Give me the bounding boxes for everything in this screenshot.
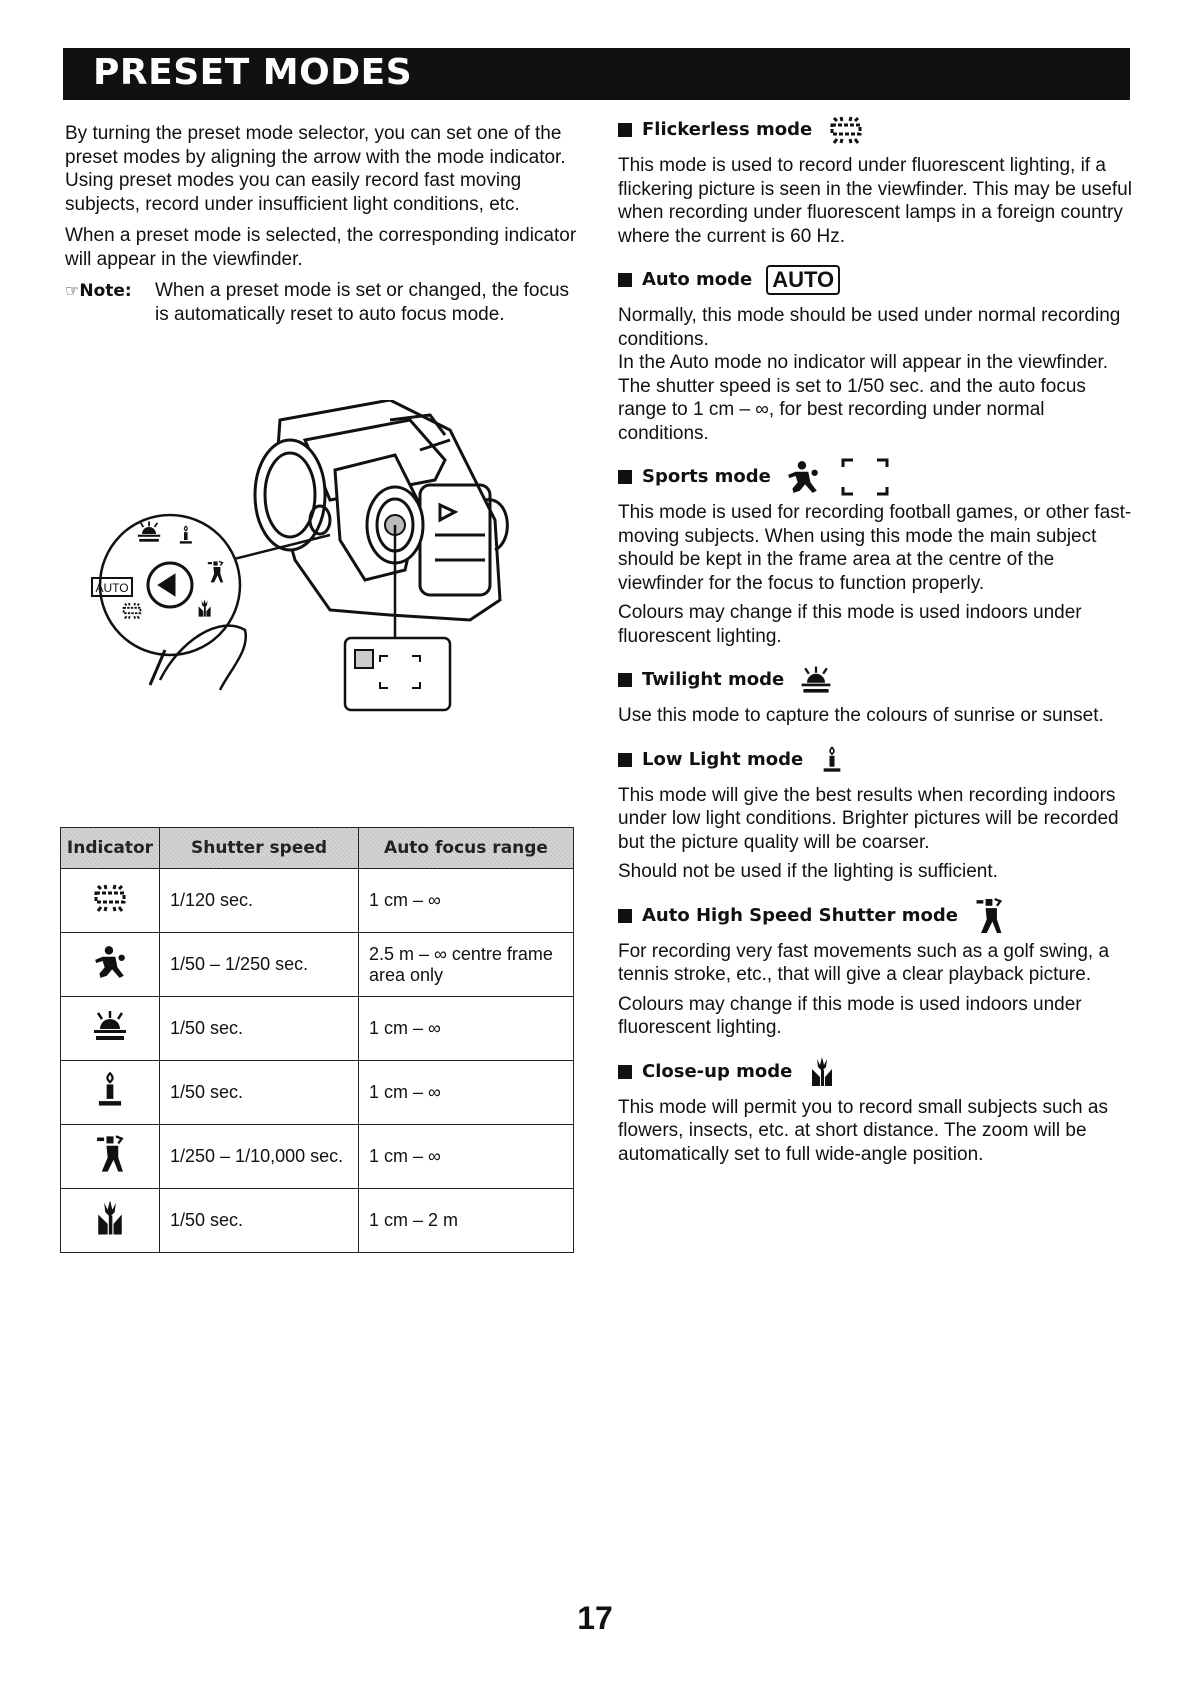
shutter-speed-cell: 1/50 sec. [160,997,359,1061]
note-text: When a preset mode is set or changed, the focus is automatically reset to auto focus mode. [155,280,570,325]
table-header-row [61,828,574,869]
shutter-speed-cell: 1/50 sec. [160,1061,359,1125]
preset-modes-table [60,827,574,1253]
bullet-icon [618,273,632,287]
section-heading: Close-up mode [618,1052,1133,1092]
section-text: Should not be used if the lighting is sufficient. [618,861,998,882]
bullet-icon [618,1065,632,1079]
section-text: This mode is used to record under fluorescent lighting, if a flickering picture is seen in the viewfinder. This may be useful when recording under fluorescent lamps in a foreign country where the current is 60 Hz. [618,155,1132,247]
focus-range-cell: 1 cm – 2 m [359,1189,574,1253]
title-banner [63,48,1130,100]
section-sports [618,457,1133,648]
section-twilight [618,660,1133,728]
intro-paragraph: When a preset mode is selected, the corresponding indicator will appear in the viewfinder. [65,225,577,270]
section-heading: Low Light mode [618,740,1133,780]
section-high-speed-shutter [618,896,1133,1040]
auto-badge-icon: AUTO [766,265,840,295]
section-text: For recording very fast movements such as a golf swing, a tennis stroke, etc., that will give a clear playback picture. [618,940,1110,985]
section-text: This mode will permit you to record small subjects such as flowers, insects, etc. at short distance. The zoom will be automatically set to full wide-angle position. [618,1096,1108,1165]
shutter-speed-cell: 1/250 – 1/10,000 sec. [160,1125,359,1189]
flickerless-icon [826,112,866,148]
twilight-icon [61,997,160,1061]
close-up-icon [806,1052,838,1092]
section-text: This mode will give the best results when recording indoors under low light conditions. Brighter pictures will be recorded but the picture quality will be coarser. [618,784,1119,853]
twilight-icon [798,664,834,696]
bullet-icon [618,673,632,687]
section-text: Colours may change if this mode is used indoors under fluorescent lighting. [618,993,1082,1038]
section-heading: Sports mode [618,457,1133,497]
frame-area-icon [835,457,895,497]
low-light-icon [61,1061,160,1125]
section-low-light [618,740,1133,884]
column-header-auto-focus-range: Auto focus range [359,828,574,869]
table-row [61,1189,574,1253]
table-row [61,1125,574,1189]
table-row [61,1061,574,1125]
focus-range-cell: 1 cm – ∞ [359,1125,574,1189]
bullet-icon [618,909,632,923]
note [65,279,585,326]
section-flickerless [618,110,1133,248]
section-heading: Twilight mode [618,660,1133,700]
section-text: This mode is used for recording football games, or other fast-moving subjects. When using this mode the main subject should be kept in the frame area at the centre of the viewfinder for the focus to function properly. [618,502,1132,594]
left-column [65,122,585,326]
dial-auto-label: AUTO [95,581,129,595]
shutter-speed-cell: 1/50 – 1/250 sec. [160,933,359,997]
section-auto [618,260,1133,445]
page-number: 17 [577,1600,613,1636]
camcorder-illustration [90,400,510,780]
focus-range-cell: 1 cm – ∞ [359,997,574,1061]
bullet-icon [618,753,632,767]
section-close-up [618,1052,1133,1167]
high-speed-shutter-icon [61,1125,160,1189]
column-header-shutter-speed: Shutter speed [160,828,359,869]
section-text: Normally, this mode should be used under normal recording conditions. [618,305,1121,350]
section-heading: Auto High Speed Shutter mode [618,896,1133,936]
section-heading: Flickerless mode [618,110,1133,150]
page-title: PRESET MODES [93,52,413,93]
bullet-icon [618,470,632,484]
sports-icon [785,459,821,495]
focus-range-cell: 1 cm – ∞ [359,1061,574,1125]
intro-paragraph: By turning the preset mode selector, you can set one of the preset modes by aligning the arrow with the mode indicator. Using preset modes you can easily record fast moving subjects, record under insufficient light conditions, etc. [65,123,566,215]
sports-icon [61,933,160,997]
shutter-speed-cell: 1/50 sec. [160,1189,359,1253]
focus-range-cell: 1 cm – ∞ [359,869,574,933]
high-speed-shutter-icon [972,896,1006,936]
section-text: Colours may change if this mode is used indoors under fluorescent lighting. [618,602,1082,647]
table-row [61,869,574,933]
focus-range-cell: 2.5 m – ∞ centre frame area only [359,933,574,997]
close-up-icon [61,1189,160,1253]
table-row [61,933,574,997]
pointing-hand-icon: ☞ [65,281,80,300]
flickerless-icon [61,869,160,933]
shutter-speed-cell: 1/120 sec. [160,869,359,933]
column-header-indicator: Indicator [61,828,160,869]
section-text: In the Auto mode no indicator will appear in the viewfinder. The shutter speed is set to 1/50 sec. and the auto focus range to 1 cm – ∞, for best recording under normal conditions. [618,352,1109,444]
right-column [618,110,1133,1178]
low-light-icon [817,741,847,779]
bullet-icon [618,123,632,137]
table-row [61,997,574,1061]
section-text: Use this mode to capture the colours of sunrise or sunset. [618,705,1104,726]
note-label: ☞Note: [65,281,132,301]
section-heading: Auto mode AUTO [618,260,1133,300]
